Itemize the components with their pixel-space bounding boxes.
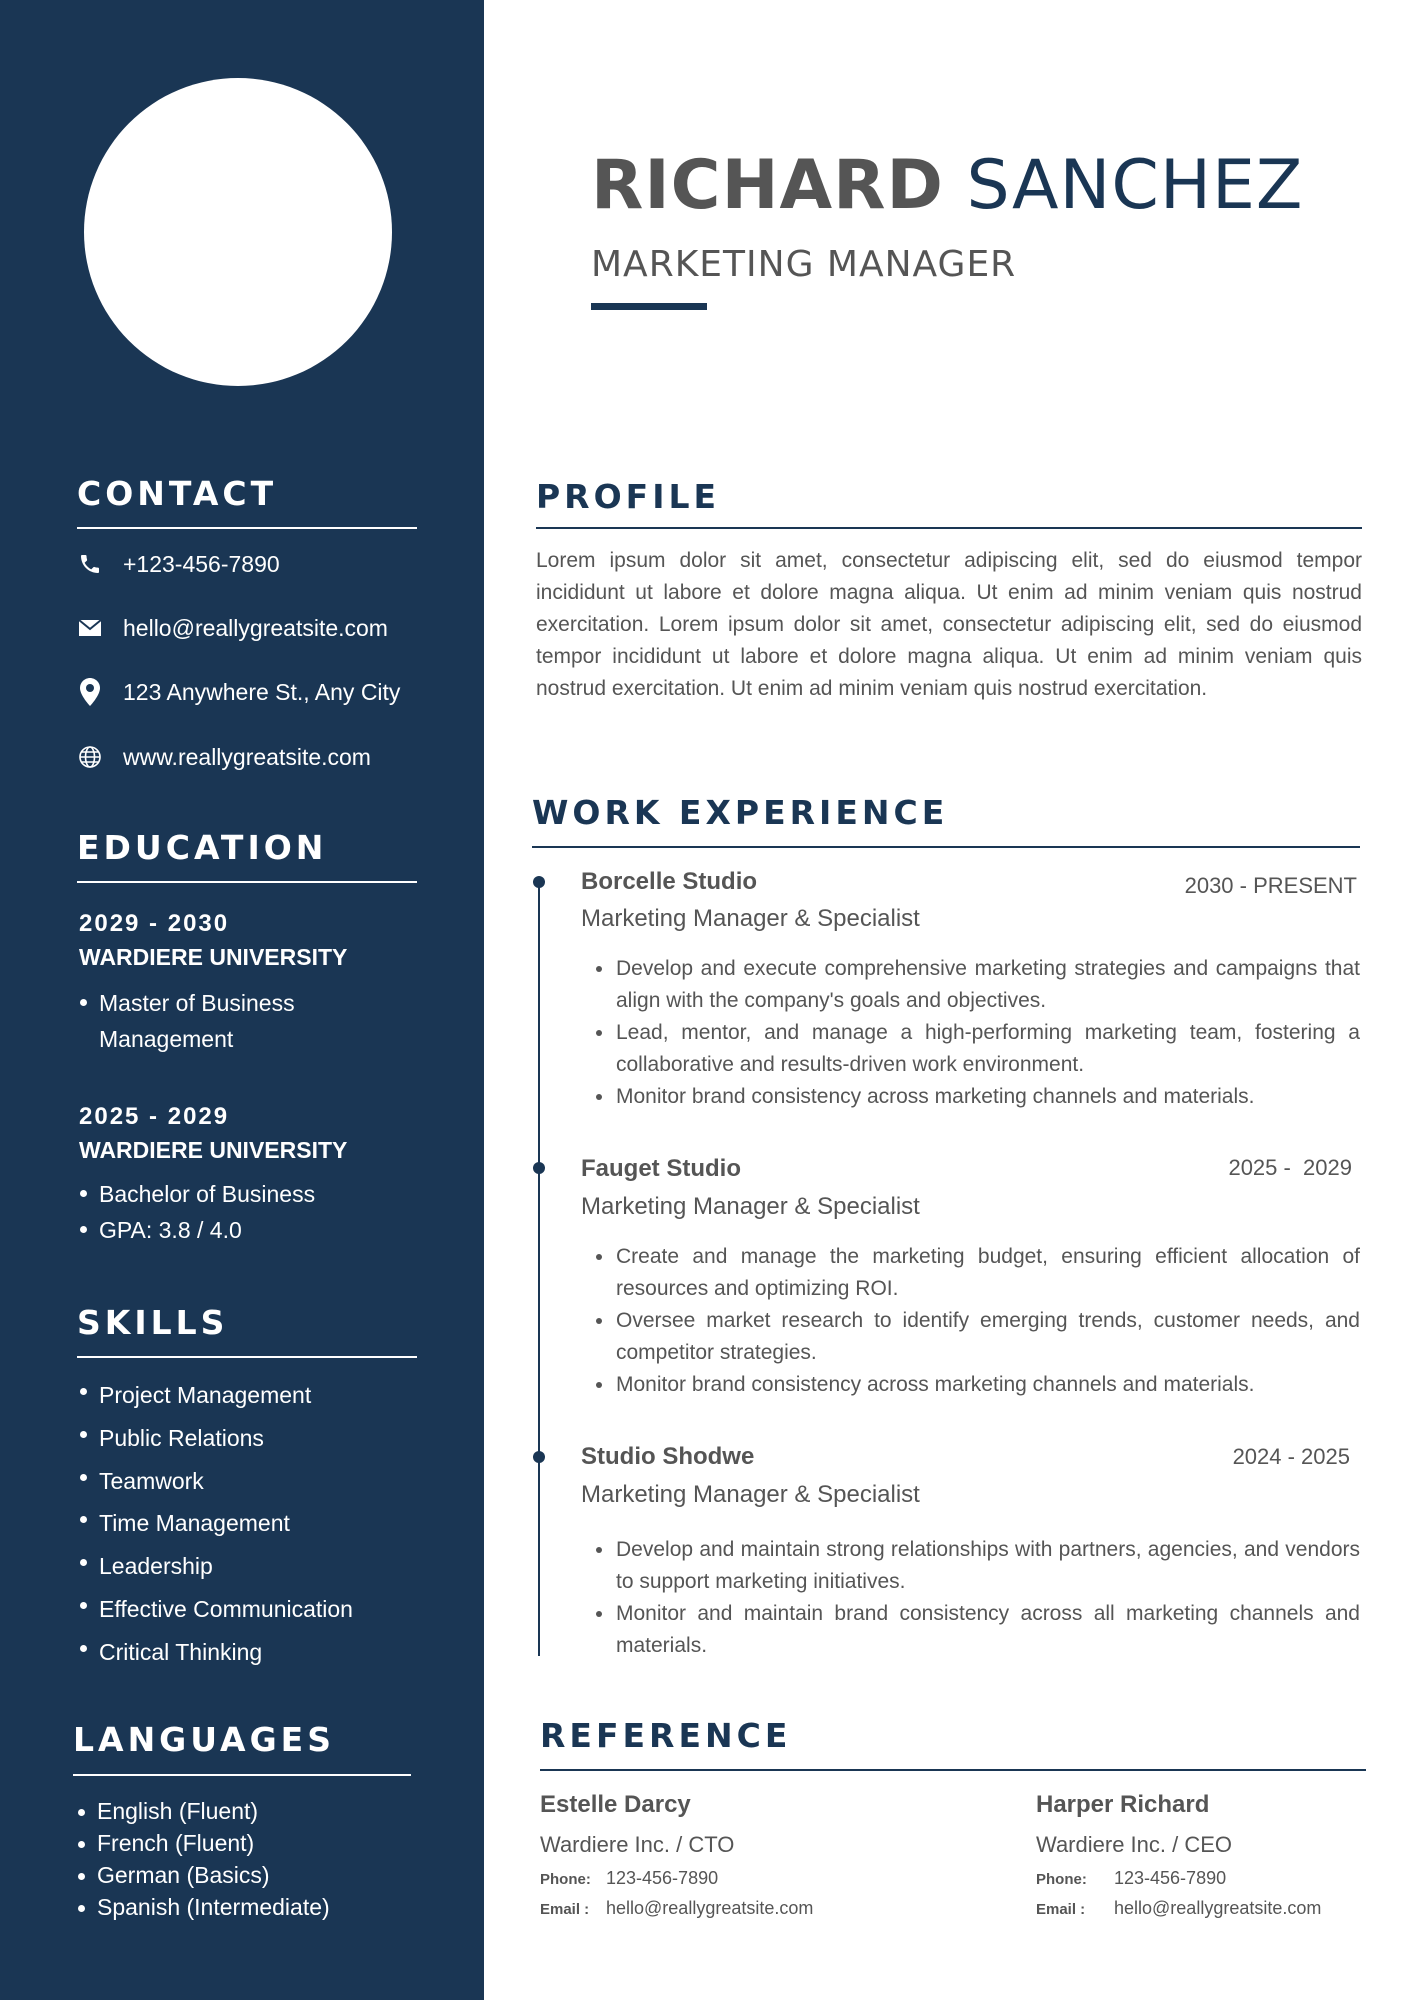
education-details xyxy=(77,985,377,1057)
job-duties xyxy=(592,953,1360,1113)
job-dates: 2030 - PRESENT xyxy=(1184,873,1357,898)
skill-item: Effective Communication xyxy=(77,1588,417,1631)
education-school: WARDIERE UNIVERSITY xyxy=(79,1137,348,1163)
reference-name: Harper Richard xyxy=(1036,1791,1210,1818)
skill-item: Project Management xyxy=(77,1374,417,1417)
sidebar xyxy=(0,0,484,2000)
location-pin-icon xyxy=(77,679,103,705)
job-role: Marketing Manager & Specialist xyxy=(581,905,920,932)
languages-heading: LANGUAGES xyxy=(73,1720,335,1759)
reference-email-value[interactable]: hello@reallygreatsite.com xyxy=(1114,1898,1322,1918)
education-detail-item: GPA: 3.8 / 4.0 xyxy=(77,1212,397,1248)
languages-list xyxy=(75,1795,415,1923)
reference-phone xyxy=(540,1868,718,1889)
profile-summary: Lorem ipsum dolor sit amet, consectetur adipiscing elit, sed do eiusmod tempor incididunt ut labore et dolore magna aliqua. Ut enim ad minim veniam quis nostrud exercitation. Lorem ipsum dolor sit amet, consectetur adipiscing elit, sed do eiusmod tempor incididunt ut labore et dolore magna aliqua. Ut enim ad minim veniam quis nostrud exercitation. Ut enim ad minim veniam quis nostrud exercitation. xyxy=(536,549,1362,700)
reference-name: Estelle Darcy xyxy=(540,1791,691,1818)
reference-email[interactable] xyxy=(1036,1898,1321,1919)
contact-website-text: www.reallygreatsite.com xyxy=(123,743,371,770)
work-experience-heading: WORK EXPERIENCE xyxy=(532,793,949,832)
job-duties xyxy=(592,1534,1360,1662)
contact-email-text: hello@reallygreatsite.com xyxy=(123,614,388,641)
education-divider xyxy=(77,881,417,883)
last-name: SANCHEZ xyxy=(966,146,1304,225)
reference-phone-value: 123-456-7890 xyxy=(1114,1868,1227,1888)
experience-timeline xyxy=(538,880,540,1656)
education-detail-item: Master of Business Management xyxy=(77,985,377,1057)
contact-address-text: 123 Anywhere St., Any City xyxy=(123,678,401,705)
languages-divider xyxy=(73,1774,411,1776)
language-item: Spanish (Intermediate) xyxy=(75,1891,415,1923)
email-label: Email : xyxy=(540,1901,590,1918)
education-detail-item: Bachelor of Business xyxy=(77,1176,397,1212)
timeline-dot xyxy=(533,1162,545,1174)
timeline-dot xyxy=(533,1451,545,1463)
profile-photo-placeholder xyxy=(84,78,392,386)
phone-label: Phone: xyxy=(540,1871,591,1888)
reference-organization: Wardiere Inc. / CEO xyxy=(1036,1832,1233,1857)
language-item: English (Fluent) xyxy=(75,1795,415,1827)
profile-heading: PROFILE xyxy=(536,477,721,516)
reference-heading: REFERENCE xyxy=(540,1716,792,1755)
job-duty-item: Oversee market research to identify emerging trends, customer needs, and competitor strategies. xyxy=(592,1305,1360,1369)
contact-heading: CONTACT xyxy=(77,474,278,513)
email-icon xyxy=(77,615,103,641)
job-role: Marketing Manager & Specialist xyxy=(581,1193,920,1220)
full-name xyxy=(591,146,1304,225)
first-name: RICHARD xyxy=(591,146,944,225)
contact-website[interactable] xyxy=(77,737,371,777)
job-title: MARKETING MANAGER xyxy=(591,244,1017,285)
reference-phone xyxy=(1036,1868,1226,1889)
timeline-dot xyxy=(533,876,545,888)
contact-phone[interactable] xyxy=(77,544,280,584)
job-company: Studio Shodwe xyxy=(581,1443,755,1470)
job-duty-item: Monitor and maintain brand consistency across all marketing channels and materials. xyxy=(592,1598,1360,1662)
phone-label: Phone: xyxy=(1036,1871,1087,1888)
job-duty-item: Develop and execute comprehensive marketing strategies and campaigns that align with the company's goals and objectives. xyxy=(592,953,1360,1017)
job-duty-item: Monitor brand consistency across marketing channels and materials. xyxy=(592,1369,1360,1401)
education-school: WARDIERE UNIVERSITY xyxy=(79,944,348,970)
language-item: German (Basics) xyxy=(75,1859,415,1891)
job-company: Borcelle Studio xyxy=(581,868,758,895)
education-years: 2025 - 2029 xyxy=(79,1103,230,1130)
title-accent-bar xyxy=(591,303,707,310)
job-duty-item: Monitor brand consistency across marketing channels and materials. xyxy=(592,1081,1360,1113)
language-item: French (Fluent) xyxy=(75,1827,415,1859)
reference-organization: Wardiere Inc. / CTO xyxy=(540,1832,735,1857)
contact-email[interactable] xyxy=(77,608,388,648)
skill-item: Public Relations xyxy=(77,1417,417,1460)
job-dates: 2025 - 2029 xyxy=(1228,1155,1352,1180)
job-duty-item: Develop and maintain strong relationships with partners, agencies, and vendors to support marketing initiatives. xyxy=(592,1534,1360,1598)
contact-phone-text: +123-456-7890 xyxy=(123,550,280,577)
job-company: Fauget Studio xyxy=(581,1155,741,1182)
phone-icon xyxy=(77,551,103,577)
skill-item: Leadership xyxy=(77,1545,417,1588)
job-duties xyxy=(592,1241,1360,1401)
profile-divider xyxy=(536,527,1362,529)
reference-email[interactable] xyxy=(540,1898,813,1919)
skills-list xyxy=(77,1374,417,1674)
work-experience-divider xyxy=(532,846,1360,848)
reference-email-value[interactable]: hello@reallygreatsite.com xyxy=(606,1898,814,1918)
education-details xyxy=(77,1176,397,1248)
skills-heading: SKILLS xyxy=(77,1303,229,1342)
email-label: Email : xyxy=(1036,1901,1086,1918)
reference-phone-value: 123-456-7890 xyxy=(606,1868,719,1888)
job-duty-item: Create and manage the marketing budget, ensuring efficient allocation of resources and optimizing ROI. xyxy=(592,1241,1360,1305)
education-heading: EDUCATION xyxy=(77,828,328,867)
globe-icon xyxy=(77,744,103,770)
job-duty-item: Lead, mentor, and manage a high-performing marketing team, fostering a collaborative and results-driven work environment. xyxy=(592,1017,1360,1081)
reference-divider xyxy=(540,1769,1366,1771)
job-role: Marketing Manager & Specialist xyxy=(581,1481,920,1508)
contact-divider xyxy=(77,527,417,529)
education-years: 2029 - 2030 xyxy=(79,910,230,937)
skill-item: Critical Thinking xyxy=(77,1631,417,1674)
contact-address xyxy=(77,672,400,712)
skill-item: Time Management xyxy=(77,1502,417,1545)
skill-item: Teamwork xyxy=(77,1460,417,1503)
job-dates: 2024 - 2025 xyxy=(1232,1444,1350,1469)
skills-divider xyxy=(77,1356,417,1358)
